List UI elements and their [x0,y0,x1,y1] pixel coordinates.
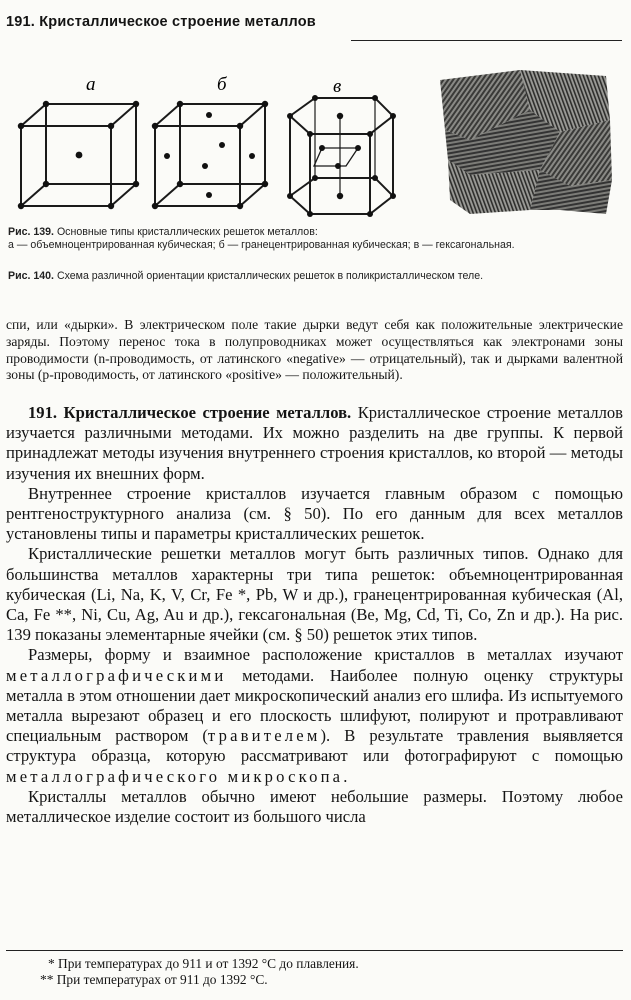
section-191-paragraph-4 [6,645,623,786]
intro-paragraph-block [6,317,623,384]
section-191-paragraph-5: Кристаллы металлов обычно имеют небольшие размеры. Поэтому любое металлическое изделие состоит из большого числа [6,786,623,827]
figure-label-b: б [217,74,227,95]
caption-fig-140 [8,270,622,283]
running-header-title: 191. Кристаллическое строение металлов [6,14,316,30]
caption-139-number: Рис. 139. [8,226,54,238]
header-rule [351,40,622,41]
section-191-paragraph-1 [6,403,623,484]
footnote-1: * При температурах до 911 и от 1392 °С до плавления. [48,956,359,971]
section-191-heading: 191. Кристаллическое строение металлов. [28,403,352,422]
caption-fig-139 [8,226,622,252]
figure-label-v: в [333,76,342,97]
footnote-rule [6,950,623,951]
section-191-paragraph-3: Кристаллические решетки металлов могут быть различных типов. Однако для большинства металлов характерны три типа решеток: объемноцентрированная кубическая (Li, Na, K, V, Cr, Fe *, Pb, W и др.), гранецентрированная кубическая (Al, Ca, Fe **, Ni, Cu, Ag, Au и др.), гексагональная (Be, Mg, Cd, Ti, Co, Zn и др.). На рис. 139 показаны элементарные ячейки (см. § 50) решеток этих типов. [6,544,623,645]
p4-text-a: Размеры, форму и взаимное расположение кристаллов в металлах изучают [28,645,623,665]
section-191-p1-text: Кристаллическое строение металлов изучается различными методами. Их можно разделить на две группы. К первой принадлежат методы изучения внутреннего строения кристаллов, ко второй — методы изучения их внешних форм. [6,403,623,483]
intro-paragraph: спи, или «дырки». В электрическом поле такие дырки ведут себя как положительные электрические заряды. Поэтому перенос тока в полупроводниках может осуществляться как электронами зоны проводимости (n-проводимость, от латинского «negative» — отрицательный), так и дырками валентной зоны (p-проводимость, от латинского «positive» — положительный). [6,317,623,383]
p4-text-c: методами. Наиболее полную оценку структуры металла в этом отношении дает микроскопический анализ его шлифа. Из испытуемого металла вырезают образец и его плоскость шлифуют, полируют и протравливают специальным раствором ( [6,665,623,746]
section-191 [6,403,623,827]
caption-139-legend: а — объемноцентрированная кубическая; б — гранецентрированная кубическая; в — гексагональная. [8,239,515,251]
fcc-cell [155,104,265,206]
p4-spaced-microscope: металлографического микроскопа. [6,766,351,786]
hcp-atoms [287,95,396,217]
p4-text-e: ). В результате травления выявляется структура образца, которую рассматривают или фотографируют с помощью [6,726,623,766]
polycrystal-image [440,70,612,214]
section-191-paragraph-2: Внутреннее строение кристаллов изучается главным образом с помощью рентгеноструктурного анализа (см. § 50). По его данным для всех металлов установлены типы и параметры кристаллических решеток. [6,483,623,544]
p4-spaced-metallographic: металлографическими [6,665,227,685]
caption-140-number: Рис. 140. [8,270,54,282]
running-header [6,14,622,36]
figure-label-a: а [86,74,96,95]
footnote-2: ** При температурах от 911 до 1392 °С. [40,972,268,987]
caption-140-text: Схема различной ориентации кристаллических решеток в поликристаллическом теле. [56,270,484,282]
p4-spaced-etchant: травителем [207,726,321,746]
figure-139-140 [0,64,631,224]
caption-139-title: Основные типы кристаллических решеток металлов: [56,226,318,238]
